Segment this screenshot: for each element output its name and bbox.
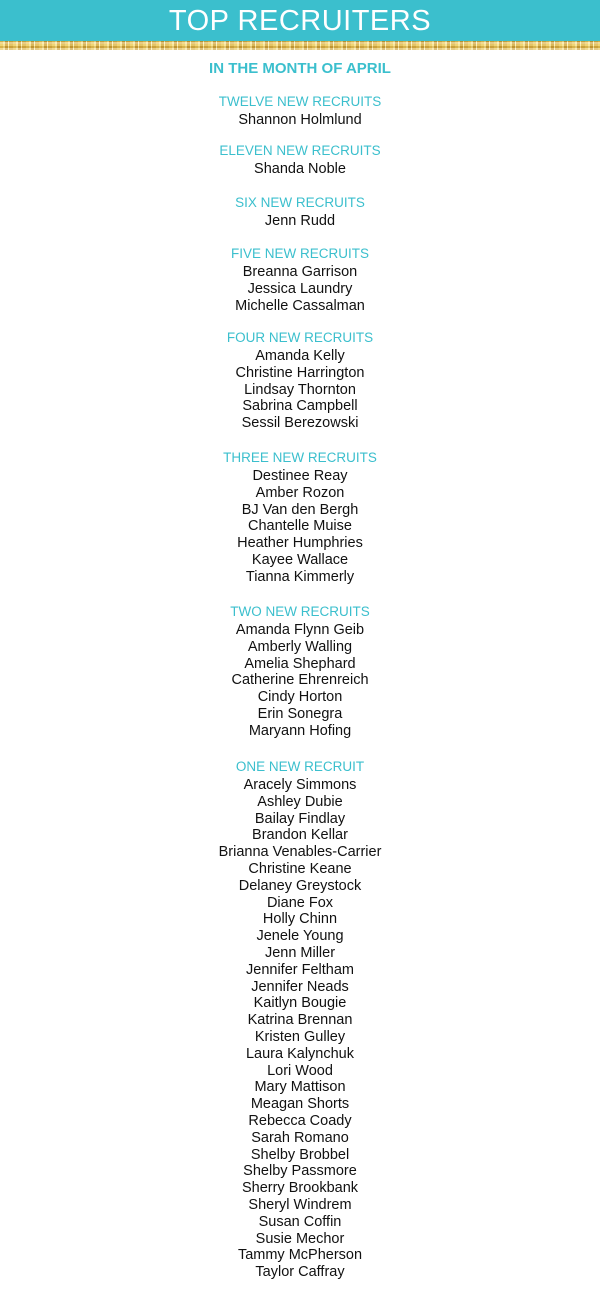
- recruiter-name: Amelia Shephard: [244, 655, 356, 672]
- recruiter-name: Tianna Kimmerly: [245, 568, 355, 585]
- page-title: TOP RECRUITERS: [168, 5, 432, 37]
- section-names: [0, 348, 600, 432]
- recruiter-name: Maryann Hofing: [248, 722, 352, 739]
- recruiter-name: Chantelle Muise: [248, 518, 352, 535]
- recruiter-name: Lindsay Thornton: [244, 381, 356, 398]
- recruiter-name: Delaney Greystock: [238, 877, 362, 894]
- recruiter-name: Brianna Venables-Carrier: [218, 844, 382, 861]
- recruiter-name: Aracely Simmons: [243, 777, 357, 793]
- recruiter-name: Ashley Dubie: [257, 793, 343, 810]
- recruiter-name: Sabrina Campbell: [242, 398, 358, 415]
- section-heading: ELEVEN NEW RECRUITS: [219, 143, 381, 158]
- recruiter-name: Diane Fox: [266, 894, 334, 911]
- recruiter-name: Holly Chinn: [262, 911, 338, 928]
- recruiter-name: Shannon Holmlund: [238, 112, 362, 128]
- recruiter-name: Laura Kalynchuk: [245, 1045, 354, 1062]
- recruiter-name: Jennifer Feltham: [246, 961, 354, 978]
- recruiter-name: Susan Coffin: [258, 1213, 342, 1230]
- recruiter-name: Sheryl Windrem: [248, 1196, 352, 1213]
- section-names: [0, 777, 600, 1281]
- section-names: [0, 622, 600, 740]
- section-names: [0, 161, 600, 178]
- recruiter-name: Cindy Horton: [257, 689, 343, 706]
- recruiter-name: Amanda Kelly: [255, 348, 345, 364]
- gold-glitter-border: [0, 41, 600, 50]
- recruiter-name: Bailay Findlay: [254, 810, 346, 827]
- recruiter-name: Amber Rozon: [255, 484, 345, 501]
- recruiter-name: Mary Mattison: [254, 1079, 346, 1096]
- recruiter-name: Tammy McPherson: [237, 1247, 363, 1264]
- recruiter-name: Kaitlyn Bougie: [253, 995, 347, 1012]
- section-heading: SIX NEW RECRUITS: [235, 195, 365, 210]
- recruiter-name: Michelle Cassalman: [235, 297, 365, 314]
- section-heading: FOUR NEW RECRUITS: [226, 330, 374, 345]
- recruiter-name: Brandon Kellar: [252, 827, 348, 844]
- recruiter-name: Jennifer Neads: [251, 978, 349, 995]
- recruiter-name: Taylor Caffray: [255, 1264, 345, 1281]
- recruiter-name: Jenele Young: [256, 928, 344, 945]
- recruiter-name: Jenn Miller: [264, 944, 336, 961]
- recruiter-name: Heather Humphries: [237, 535, 363, 552]
- recruiter-name: Jessica Laundry: [247, 280, 353, 297]
- recruiter-name: Sherry Brookbank: [241, 1180, 359, 1197]
- recruiter-name: Amberly Walling: [247, 638, 353, 655]
- section-names: [0, 264, 600, 314]
- recruiter-name: Jenn Rudd: [264, 213, 336, 229]
- recruiter-name: Catherine Ehrenreich: [231, 672, 369, 689]
- month-subtitle: IN THE MONTH OF APRIL: [209, 60, 391, 77]
- recruiter-name: Erin Sonegra: [257, 705, 343, 722]
- section-heading: FIVE NEW RECRUITS: [230, 246, 369, 261]
- recruiter-name: Shelby Brobbel: [250, 1146, 350, 1163]
- header-banner: [0, 0, 600, 42]
- recruiter-name: Christine Harrington: [235, 364, 365, 381]
- recruiter-name: Meagan Shorts: [250, 1096, 350, 1113]
- recruiter-name: Kristen Gulley: [254, 1028, 346, 1045]
- section-names: [0, 468, 600, 586]
- recruiter-name: Destinee Reay: [252, 468, 348, 484]
- recruiter-name: Rebecca Coady: [248, 1112, 352, 1129]
- section-names: [0, 213, 600, 230]
- recruiter-name: Kayee Wallace: [251, 551, 349, 568]
- section-heading: TWELVE NEW RECRUITS: [218, 94, 382, 109]
- recruiter-name: Breanna Garrison: [242, 264, 358, 280]
- section-heading: TWO NEW RECRUITS: [230, 604, 370, 619]
- recruiter-name: Shanda Noble: [254, 161, 346, 177]
- recruiter-name: Sarah Romano: [251, 1129, 349, 1146]
- recruiter-name: Christine Keane: [248, 860, 352, 877]
- recruiter-name: Shelby Passmore: [243, 1163, 357, 1180]
- section-names: [0, 112, 600, 129]
- recruiter-name: Lori Wood: [267, 1062, 333, 1079]
- section-heading: ONE NEW RECRUIT: [235, 759, 365, 774]
- recruiter-name: Katrina Brennan: [247, 1012, 353, 1029]
- recruiter-name: BJ Van den Bergh: [241, 501, 359, 518]
- section-heading: THREE NEW RECRUITS: [223, 450, 377, 465]
- recruiter-name: Amanda Flynn Geib: [235, 622, 365, 638]
- recruiter-name: Sessil Berezowski: [241, 415, 359, 432]
- recruiter-name: Susie Mechor: [255, 1230, 345, 1247]
